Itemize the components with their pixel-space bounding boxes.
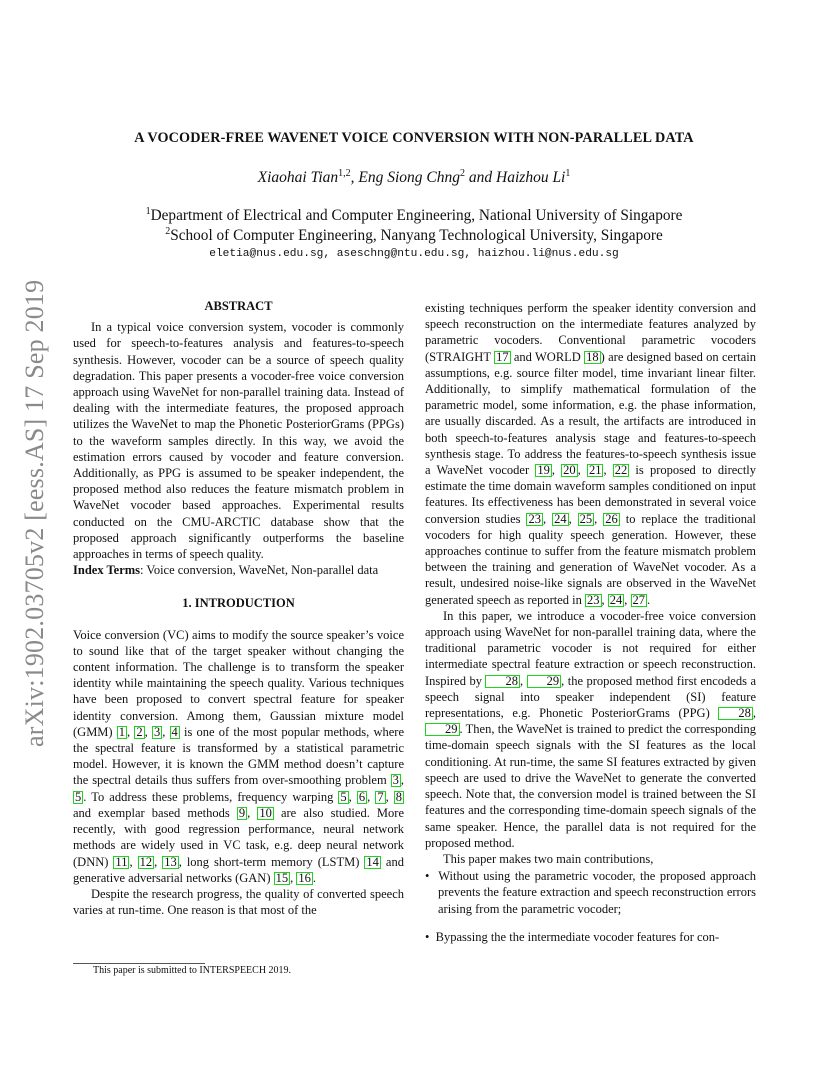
intro-paragraph: In this paper, we introduce a vocoder-free voice conversion approach using WaveNet for non-parallel training data, where the traditional parametric vocoder is not required for either intermediate spectral feature extraction or speech reconstruction. Inspired by 28 , 29 , the proposed method first encodeds a speech signal into speaker independent (SI) feature representations, e.g. Phonetic PosteriorGrams (PPG) 28 , 29 . Then, the WaveNet is trained to predict the corresponding time-domain speech signals with the SI features as the local conditioning. At run-time, the same SI features extracted by given speech are used to drive the WaveNet to generate the converted speech. Note that, the conversion model is trained between the SI features and the corresponding time-domain speech signals of the same speaker. Hence, the parallel data is not required for the proposed method.	[425, 608, 756, 850]
arxiv-stamp	[22, 280, 62, 750]
footnote: This paper is submitted to INTERSPEECH 2019.	[93, 965, 292, 976]
index-terms: Index Terms: Voice conversion, WaveNet, Non-parallel data	[73, 563, 379, 578]
contribution-bullet: • Bypassing the the intermediate vocoder features for con-	[425, 929, 720, 944]
footnote-rule	[73, 963, 205, 964]
contribution-bullet: • Without using the parametric vocoder, the proposed approach prevents the feature extraction and speech reconstruction errors arising from the parametric vocoder;	[425, 869, 756, 916]
intro-paragraph: existing techniques perform the speaker identity conversion and speech reconstruction on the intermediate features analyzed by parametric vocoders. Conventional parametric vocoders (STRAIGHT 17 and WORLD 18 ) are designed based on certain assumptions, e.g. source filter model, time invariant linear filter. Additionally, to simplify mathematical formulation of the parametric model, some information, e.g. the phase information, are usually discarded. As a result, the artifacts are introduced in both speech-to-features analysis stage and features-to-speech synthesis stage. To address the features-to-speech synthesis issue a WaveNet vocoder 19 , 20 , 21 , 22 is proposed to directly estimate the time domain waveform samples conditioned on input features. Its effectiveness has been demonstrated in several voice conversion studies 23 , 24 , 25 , 26 to replace the traditional vocoders for high quality speech generation. However, these approaches continue to suffer from the feature mismatch problem between the training and generation of WaveNet vocoder. As a result, undesired noise-like signals are observed in the WaveNet generated speech as reported in 23 , 24 , 27 .	[425, 301, 757, 607]
author-line: Xiaohai Tian$^{1,2}$, Eng Siong Chng$^2$ and Haizhou Li$^1$	[257, 168, 571, 187]
author-name: Eng Siong Chng	[358, 169, 461, 187]
intro-paragraph: This paper makes two main contributions,	[443, 851, 654, 866]
author-affil-mark: 1,2	[338, 168, 351, 179]
intro-paragraph: Despite the research progress, the quality of converted speech varies at run-time. One reason is that most of the	[73, 886, 404, 918]
intro-paragraph: Voice conversion (VC) aims to modify the source speaker’s voice to sound like that of the target speaker without changing the content information. The challenge is to transform the speaker identity while maintaining the speech quality. Various techniques have been proposed to convert spectral feature for speaker identity conversion. Among them, Gaussian mixture model (GMM) 1 , 2 , 3 , 4 is one of the most popular methods, where the spectral feature is transformed by a statistical parametric model. However, it is known the GMM method doesn’t capture the spectral details thus suffers from over-smoothing problem 3 , 5 . To address these problems, frequency warping 5 , 6 , 7 , 8 and exemplar based methods 9 , 10 are also studied. More recently, with good regression performance, neural network methods are widely used in VC task, e.g. deep neural network (DNN) 11 , 12 , 13 , long short-term memory (LSTM) 14 and generative adversarial networks (GAN) 15 , 16 .	[73, 627, 405, 885]
author-affil-mark: 1	[565, 168, 571, 179]
arxiv-identifier: arXiv:1902.03705v2 [eess.AS] 17 Sep 2019	[20, 279, 49, 747]
left-column	[73, 298, 404, 918]
author-name: Xiaohai Tian	[257, 169, 339, 187]
affiliation: $^1$Department of Electrical and Computer Engineering, National University of Singapore	[145, 206, 683, 225]
intro-heading: 1. INTRODUCTION	[182, 596, 295, 611]
abstract-heading: ABSTRACT	[204, 299, 273, 313]
author-affil-mark: 2	[460, 168, 466, 179]
right-column	[425, 300, 756, 945]
author-emails: eletia@nus.edu.sg, aseschng@ntu.edu.sg, haizhou.li@nus.edu.sg	[209, 248, 619, 260]
author-name: Haizhou Li	[496, 169, 566, 187]
affiliation: $^2$School of Computer Engineering, Nanyang Technological University, Singapore	[165, 226, 663, 245]
paper-title: A VOCODER-FREE WAVENET VOICE CONVERSION WITH NON-PARALLEL DATA	[134, 130, 694, 146]
abstract-text: In a typical voice conversion system, vocoder is commonly used for speech-to-features analysis and features-to-speech synthesis. However, vocoder can be a source of speech quality degradation. This paper presents a vocoder-free voice conversion approach using WaveNet for non-parallel training data. Instead of dealing with the intermediate features, the proposed approach utilizes the WaveNet to map the Phonetic PosteriorGrams (PPGs) to the waveform samples directly. In this way, we avoid the estimation errors caused by vocoder and feature conversion. Additionally, as PPG is assumed to be speaker independent, the proposed method also reduces the feature mismatch problem in WaveNet vocoder based approaches. Experimental results conducted on the CMU-ARCTIC database show that the proposed approach significantly outperforms the baseline approaches in terms of speech quality.	[73, 320, 404, 562]
